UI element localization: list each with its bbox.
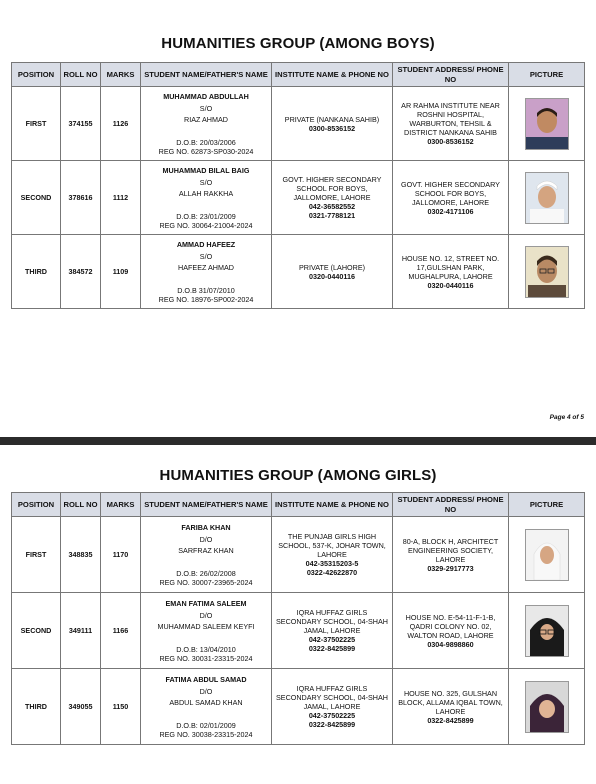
- relation: D/O: [199, 610, 213, 620]
- reg-no: REG NO. 62873-SP030-2024: [158, 146, 254, 156]
- header-address: STUDENT ADDRESS/ PHONE NO: [393, 493, 509, 517]
- student-phone: 0302-4171106: [427, 206, 474, 216]
- picture-cell: [509, 87, 585, 161]
- institute-phone: 042-36582552: [308, 202, 356, 211]
- header-position: POSITION: [12, 63, 61, 87]
- relation: S/O: [199, 251, 213, 261]
- header-marks: MARKS: [101, 63, 141, 87]
- institute-cell: [272, 517, 393, 593]
- student-phone: 0329-2917773: [427, 563, 474, 573]
- boys-section-title: HUMANITIES GROUP (AMONG BOYS): [161, 35, 435, 52]
- institute-phone: 0320-0440116: [309, 271, 355, 281]
- roll-cell: 384572: [61, 235, 101, 309]
- student-name: EMAN FATIMA SALEEM: [165, 598, 247, 608]
- institute-name: IQRA HUFFAZ GIRLS SECONDARY SCHOOL, 04-SHAH JAMAL, LAHORE: [276, 684, 388, 711]
- header-roll-no: ROLL NO: [61, 63, 101, 87]
- institute-cell: [272, 669, 393, 745]
- institute-cell: [272, 235, 393, 309]
- institute-name: PRIVATE (NANKANA SAHIB): [284, 114, 380, 124]
- table-row: [12, 517, 585, 593]
- student-name: AMMAD HAFEEZ: [176, 239, 236, 249]
- table-row: [12, 161, 585, 235]
- institute-phone: 042-37502225: [308, 711, 356, 720]
- institute-cell: [272, 87, 393, 161]
- student-cell: [141, 235, 272, 309]
- father-name: ALLAH RAKKHA: [178, 188, 234, 198]
- dob: D.O.B: 23/01/2009: [176, 211, 236, 221]
- address-cell: [393, 235, 509, 309]
- student-phone: 0322-8425899: [427, 715, 474, 725]
- table-row: [12, 235, 585, 309]
- institute-phone: 042-37502225: [308, 635, 356, 644]
- table-row: [12, 669, 585, 745]
- girls-page: [0, 445, 596, 784]
- marks-cell: 1112: [101, 161, 141, 235]
- table-row: [12, 593, 585, 669]
- institute-name: THE PUNJAB GIRLS HIGH SCHOOL, 537-K, JOHAR TOWN, LAHORE: [278, 532, 386, 559]
- header-roll-no: ROLL NO: [61, 493, 101, 517]
- position-cell: FIRST: [12, 87, 61, 161]
- roll-cell: 374155: [61, 87, 101, 161]
- dob: D.O.B: 13/04/2010: [176, 644, 236, 654]
- institute-name: IQRA HUFFAZ GIRLS SECONDARY SCHOOL, 04-SHAH JAMAL, LAHORE: [276, 608, 388, 635]
- institute-phone-2: 0321-7788121: [308, 211, 356, 220]
- table-header-row: [12, 63, 585, 87]
- institute-name: PRIVATE (LAHORE): [298, 262, 366, 272]
- header-picture: PICTURE: [509, 63, 585, 87]
- header-marks: MARKS: [101, 493, 141, 517]
- student-address: HOUSE NO. 325, GULSHAN BLOCK, ALLAMA IQBAL TOWN, LAHORE: [398, 688, 503, 716]
- student-photo: [525, 529, 569, 581]
- student-photo: [525, 681, 569, 733]
- student-cell: [141, 517, 272, 593]
- page-number: Page 4 of 5: [549, 414, 584, 421]
- position-cell: SECOND: [12, 593, 61, 669]
- reg-no: REG NO. 18976-SP002-2024: [158, 294, 254, 304]
- reg-no: REG NO. 30007-23965-2024: [159, 577, 253, 587]
- father-name: ABDUL SAMAD KHAN: [169, 697, 243, 707]
- marks-cell: 1150: [101, 669, 141, 745]
- institute-phone-2: 0322-8425899: [308, 720, 356, 729]
- header-student-name: STUDENT NAME/FATHER'S NAME: [141, 63, 272, 87]
- position-cell: THIRD: [12, 669, 61, 745]
- address-cell: [393, 161, 509, 235]
- dob: D.O.B: 26/02/2008: [176, 568, 236, 578]
- picture-cell: [509, 235, 585, 309]
- address-cell: [393, 517, 509, 593]
- girls-results-table: [11, 492, 585, 745]
- dob: D.O.B 31/07/2010: [177, 285, 235, 295]
- picture-cell: [509, 593, 585, 669]
- roll-cell: 348835: [61, 517, 101, 593]
- relation: S/O: [199, 177, 213, 187]
- dob: D.O.B: 02/01/2009: [176, 720, 236, 730]
- student-name: MUHAMMAD ABDULLAH: [163, 91, 249, 101]
- dob: D.O.B: 20/03/2006: [176, 137, 236, 147]
- student-cell: [141, 669, 272, 745]
- institute-cell: [272, 593, 393, 669]
- student-photo: [525, 605, 569, 657]
- marks-cell: 1126: [101, 87, 141, 161]
- institute-phone: 042-35315203-5: [305, 559, 359, 568]
- picture-cell: [509, 161, 585, 235]
- father-name: SARFRAZ KHAN: [178, 545, 234, 555]
- student-address: 80-A, BLOCK H, ARCHITECT ENGINEERING SOCIETY, LAHORE: [402, 536, 499, 564]
- relation: S/O: [199, 103, 213, 113]
- roll-cell: 378616: [61, 161, 101, 235]
- picture-cell: [509, 669, 585, 745]
- relation: D/O: [199, 686, 213, 696]
- student-cell: [141, 593, 272, 669]
- marks-cell: 1109: [101, 235, 141, 309]
- roll-cell: 349055: [61, 669, 101, 745]
- header-institute: INSTITUTE NAME & PHONE NO: [272, 493, 393, 517]
- boys-results-table: [11, 62, 585, 309]
- header-institute: INSTITUTE NAME & PHONE NO: [272, 63, 393, 87]
- girls-section-title: HUMANITIES GROUP (AMONG GIRLS): [159, 467, 437, 484]
- student-name: MUHAMMAD BILAL BAIG: [162, 165, 250, 175]
- relation: D/O: [199, 534, 213, 544]
- student-phone: 0320-0440116: [427, 280, 474, 290]
- position-cell: THIRD: [12, 235, 61, 309]
- institute-phone-2: 0322-8425899: [308, 644, 356, 653]
- student-cell: [141, 161, 272, 235]
- student-address: GOVT. HIGHER SECONDARY SCHOOL FOR BOYS, JALLOMORE, LAHORE: [401, 179, 500, 207]
- picture-cell: [509, 517, 585, 593]
- father-name: HAFEEZ AHMAD: [178, 262, 234, 272]
- page-divider: [0, 437, 596, 445]
- institute-phone: 0300-8536152: [308, 123, 356, 133]
- address-cell: [393, 593, 509, 669]
- student-address: HOUSE NO. E-54-11-F-1-B, QADRI COLONY NO. 02, WALTON ROAD, LAHORE: [405, 612, 496, 640]
- roll-cell: 349111: [61, 593, 101, 669]
- student-address: AR RAHMA INSTITUTE NEAR ROSHNI HOSPITAL, WARBURTON, TEHSIL & DISTRICT NANKANA SAHIB: [401, 101, 500, 137]
- position-cell: SECOND: [12, 161, 61, 235]
- student-photo: [525, 172, 569, 224]
- reg-no: REG NO. 30038-23315-2024: [159, 729, 253, 739]
- reg-no: REG NO. 30031-23315-2024: [159, 653, 253, 663]
- student-name: FARIBA KHAN: [181, 522, 231, 532]
- institute-name: GOVT. HIGHER SECONDARY SCHOOL FOR BOYS, JALLOMORE, LAHORE: [282, 175, 382, 202]
- reg-no: REG NO. 30064-21004-2024: [159, 220, 253, 230]
- table-row: [12, 87, 585, 161]
- address-cell: [393, 669, 509, 745]
- student-phone: 0304-9898860: [427, 639, 474, 649]
- header-student-name: STUDENT NAME/FATHER'S NAME: [141, 493, 272, 517]
- student-photo: [525, 246, 569, 298]
- position-cell: FIRST: [12, 517, 61, 593]
- header-address: STUDENT ADDRESS/ PHONE NO: [393, 63, 509, 87]
- student-address: HOUSE NO. 12, STREET NO. 17,GULSHAN PARK, MUGHALPURA, LAHORE: [401, 253, 500, 281]
- institute-phone-2: 0322-42622870: [306, 568, 358, 577]
- header-position: POSITION: [12, 493, 61, 517]
- student-photo: [525, 98, 569, 150]
- father-name: MUHAMMAD SALEEM KEYFI: [157, 621, 255, 631]
- student-name: FATIMA ABDUL SAMAD: [165, 674, 247, 684]
- table-header-row: [12, 493, 585, 517]
- marks-cell: 1166: [101, 593, 141, 669]
- father-name: RIAZ AHMAD: [184, 114, 228, 124]
- address-cell: [393, 87, 509, 161]
- student-cell: [141, 87, 272, 161]
- institute-cell: [272, 161, 393, 235]
- student-phone: 0300-8536152: [427, 137, 474, 146]
- marks-cell: 1170: [101, 517, 141, 593]
- header-picture: PICTURE: [509, 493, 585, 517]
